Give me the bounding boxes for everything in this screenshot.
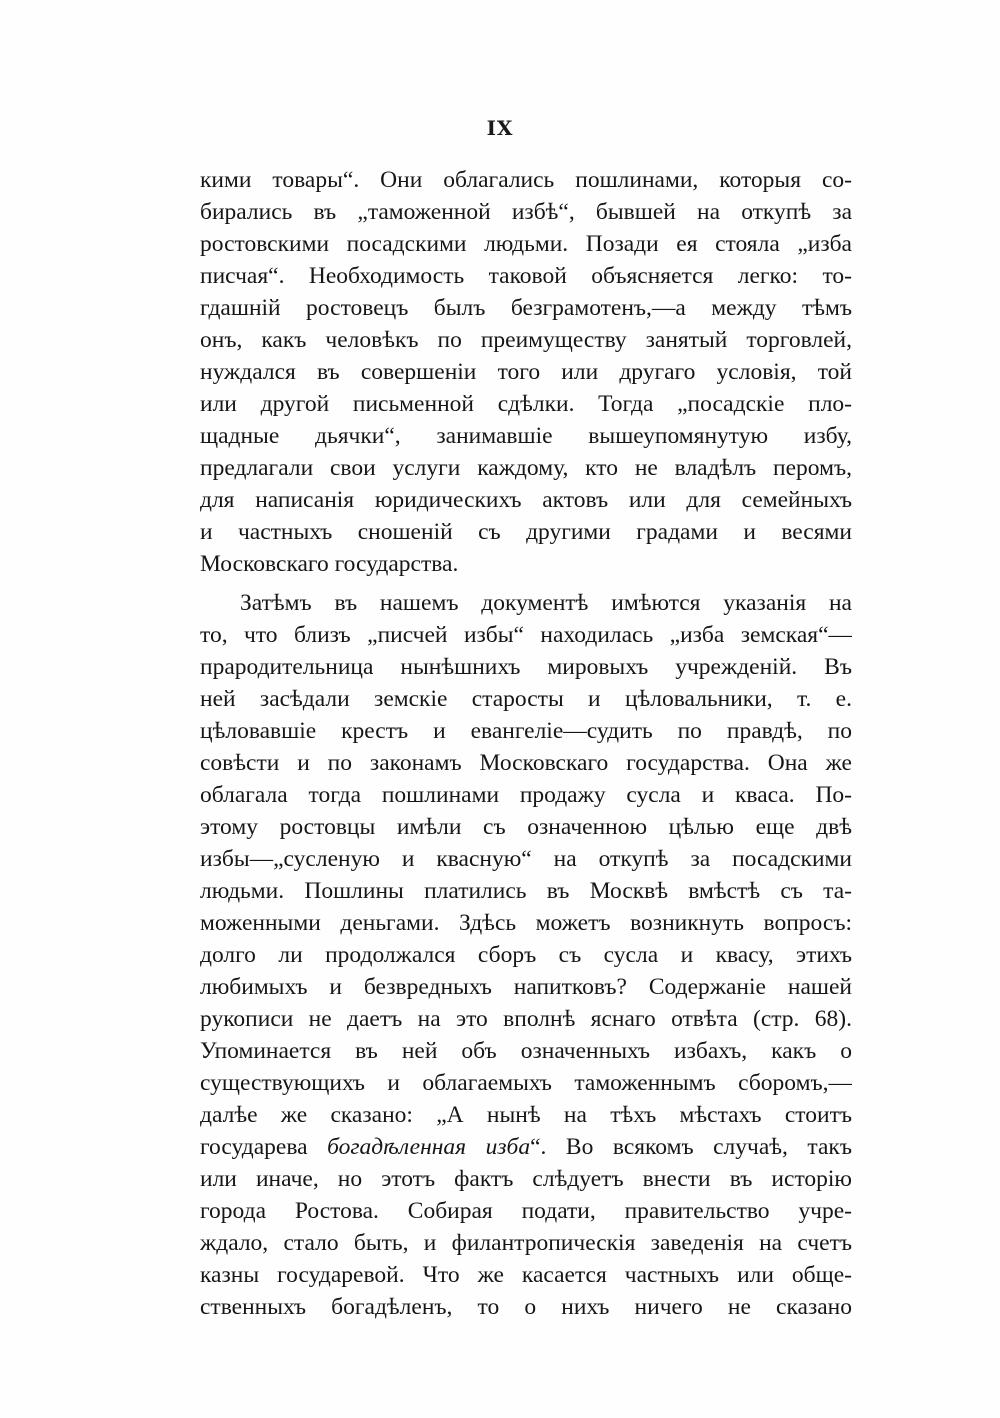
text-line: ней засѣдали земскіе старосты и цѣловальники, т. е. xyxy=(200,686,852,712)
text-line: писчая“. Необходимость таковой объясняется легко: то- xyxy=(200,263,852,289)
text-line: предлагали свои услуги каждому, кто не владѣлъ перомъ, xyxy=(200,455,852,481)
text-line: ждало, стало быть, и филантропическія заведенія на счетъ xyxy=(200,1230,852,1256)
page-number: IX xyxy=(486,116,514,140)
text-line-with-italic xyxy=(200,1131,852,1163)
text-segment: “. Во всякомъ случаѣ, такъ xyxy=(530,1134,852,1160)
text-line: ственныхъ богадѣленъ, то о нихъ ничего не сказано xyxy=(200,1294,852,1320)
text-line: прародительница нынѣшнихъ мировыхъ учрежденій. Въ xyxy=(200,654,852,680)
text-line: цѣловавшіе крестъ и евангеліе—судить по правдѣ, по xyxy=(200,718,852,744)
text-line: онъ, какъ человѣкъ по преимуществу занятый торговлей, xyxy=(200,327,852,353)
text-line: избы—„сусленую и квасную“ на откупѣ за посадскими xyxy=(200,846,852,872)
text-line: любимыхъ и безвредныхъ напитковъ? Содержаніе нашей xyxy=(200,974,852,1000)
text-line: людьми. Пошлины платились въ Москвѣ вмѣстѣ съ та- xyxy=(200,878,852,904)
text-line: этому ростовцы имѣли съ означенною цѣлью еще двѣ xyxy=(200,814,852,840)
text-line: существующихъ и облагаемыхъ таможеннымъ сборомъ,— xyxy=(200,1070,852,1096)
text-line: ростовскими посадскими людьми. Позади ея стояла „изба xyxy=(200,231,852,257)
text-line: щадные дьячки“, занимавшіе вышеупомянутую избу, xyxy=(200,423,852,449)
text-line: Упоминается въ ней объ означенныхъ избахъ, какъ о xyxy=(200,1038,852,1064)
text-line: далѣе же сказано: „А нынѣ на тѣхъ мѣстахъ стоитъ xyxy=(200,1102,852,1128)
text-line: долго ли продолжался сборъ съ сусла и квасу, этихъ xyxy=(200,942,852,968)
paragraph-first-line: Затѣмъ въ нашемъ документѣ имѣются указанія на xyxy=(240,590,852,616)
text-line: или иначе, но этотъ фактъ слѣдуетъ внести въ исторію xyxy=(200,1166,852,1192)
text-line: совѣсти и по законамъ Московскаго государства. Она же xyxy=(200,750,852,776)
text-line: города Ростова. Собирая подати, правительство учре- xyxy=(200,1198,852,1224)
text-line: Московскаго государства. xyxy=(200,551,459,577)
body-text xyxy=(200,164,852,1323)
text-line: или другой письменной сдѣлки. Тогда „посадскіе пло- xyxy=(200,391,852,417)
text-line: для написанія юридическихъ актовъ или для семейныхъ xyxy=(200,487,852,513)
text-line: и частныхъ сношеній съ другими градами и весями xyxy=(200,519,852,545)
text-line: рукописи не даетъ на это вполнѣ яснаго отвѣта (стр. 68). xyxy=(200,1006,852,1032)
italic-phrase: богадѣленная изба xyxy=(327,1134,531,1160)
text-line: то, что близъ „писчей избы“ находилась „изба земская“— xyxy=(200,622,852,648)
text-line: нуждался въ совершеніи того или другаго условія, той xyxy=(200,359,852,385)
text-line: казны государевой. Что же касается частныхъ или обще- xyxy=(200,1262,852,1288)
text-line: гдашній ростовецъ былъ безграмотенъ,—а между тѣмъ xyxy=(200,295,852,321)
text-line: облагала тогда пошлинами продажу сусла и кваса. По- xyxy=(200,782,852,808)
text-line: бирались въ „таможенной избѣ“, бывшей на откупѣ за xyxy=(200,199,852,225)
text-line: моженными деньгами. Здѣсь можетъ возникнуть вопросъ: xyxy=(200,910,852,936)
text-line: кими товары“. Они облагались пошлинами, которыя со- xyxy=(200,167,852,193)
text-segment: государева xyxy=(200,1134,328,1160)
